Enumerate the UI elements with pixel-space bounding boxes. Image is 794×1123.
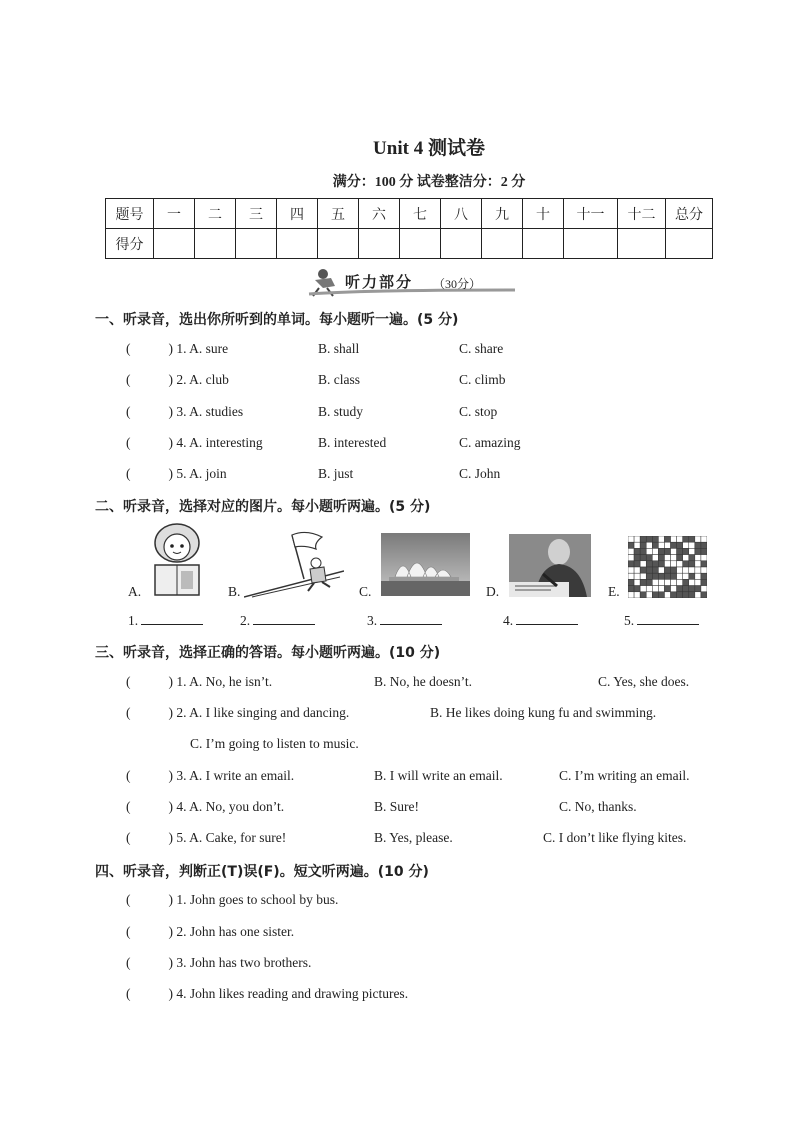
score-cell: 十 xyxy=(523,199,564,229)
score-input-cell[interactable] xyxy=(441,229,482,259)
grid-cell xyxy=(634,586,640,592)
score-table-score-row xyxy=(106,229,713,259)
grid-cell xyxy=(677,536,683,542)
grid-cell xyxy=(646,567,652,573)
grid-cell xyxy=(677,592,683,598)
grid-cell xyxy=(689,586,695,592)
score-input-cell[interactable] xyxy=(666,229,713,259)
grid-cell xyxy=(701,573,707,579)
grid-cell xyxy=(671,555,677,561)
grid-cell xyxy=(689,548,695,554)
section4-heading: 四、听录音，判断正(T)误(F)。短文听两遍。(10 分) xyxy=(95,864,429,880)
section1-item xyxy=(126,466,227,482)
grid-cell xyxy=(634,573,640,579)
score-cell: 题号 xyxy=(106,199,154,229)
grid-cell xyxy=(683,561,689,567)
grid-cell xyxy=(640,567,646,573)
paren-open: ( xyxy=(126,341,131,356)
grid-cell xyxy=(677,579,683,585)
girl-reading-icon xyxy=(143,521,211,599)
listening-section-banner xyxy=(305,264,520,298)
grid-cell xyxy=(689,579,695,585)
grid-cell xyxy=(658,592,664,598)
grid-cell xyxy=(658,586,664,592)
grid-cell xyxy=(664,592,670,598)
grid-cell xyxy=(634,592,640,598)
score-input-cell[interactable] xyxy=(154,229,195,259)
answer-blank-4 xyxy=(503,612,578,629)
grid-cell xyxy=(634,548,640,554)
option-b: B. Sure! xyxy=(374,799,419,814)
banner-label: 听力部分 xyxy=(345,273,414,291)
section3-item xyxy=(126,674,272,690)
grid-cell xyxy=(628,592,634,598)
grid-cell xyxy=(671,536,677,542)
statement: ) 3. John has two brothers. xyxy=(168,955,312,970)
answer-line[interactable] xyxy=(253,612,315,625)
grid-cell xyxy=(671,561,677,567)
section3-item xyxy=(126,799,284,815)
score-cell: 总分 xyxy=(666,199,713,229)
grid-cell xyxy=(683,567,689,573)
grid-cell xyxy=(652,573,658,579)
grid-cell xyxy=(664,561,670,567)
option-b: B. study xyxy=(318,404,364,419)
crossword-grid-icon xyxy=(628,536,707,598)
grid-cell xyxy=(677,573,683,579)
blank-number: 2. xyxy=(240,613,251,628)
section4-item xyxy=(126,924,294,940)
score-cell: 十二 xyxy=(618,199,666,229)
score-input-cell[interactable] xyxy=(618,229,666,259)
grid-cell xyxy=(683,548,689,554)
grid-cell xyxy=(689,592,695,598)
section3-heading: 三、听录音，选择正确的答语。每小题听两遍。(10 分) xyxy=(95,645,441,661)
grid-cell xyxy=(652,555,658,561)
grid-cell xyxy=(634,561,640,567)
section4-item xyxy=(126,955,311,971)
grid-cell xyxy=(646,573,652,579)
score-cell: 一 xyxy=(154,199,195,229)
score-input-cell[interactable] xyxy=(400,229,441,259)
answer-line[interactable] xyxy=(516,612,578,625)
score-input-cell[interactable] xyxy=(236,229,277,259)
grid-cell xyxy=(640,573,646,579)
grid-cell xyxy=(695,567,701,573)
paren-open: ( xyxy=(126,404,131,419)
grid-cell xyxy=(652,586,658,592)
grid-cell xyxy=(646,548,652,554)
grid-cell xyxy=(646,561,652,567)
section3-item xyxy=(126,768,294,784)
grid-cell xyxy=(695,561,701,567)
grid-cell xyxy=(689,542,695,548)
section1-item xyxy=(126,404,243,420)
grid-cell xyxy=(664,573,670,579)
grid-cell xyxy=(646,536,652,542)
option-a: ) 4. A. interesting xyxy=(168,435,263,450)
grid-cell xyxy=(658,542,664,548)
man-writing-photo xyxy=(509,534,591,597)
grid-cell xyxy=(628,561,634,567)
paren-open: ( xyxy=(126,955,131,970)
grid-cell xyxy=(695,586,701,592)
score-cell: 五 xyxy=(318,199,359,229)
grid-cell xyxy=(628,567,634,573)
paren-open: ( xyxy=(126,799,131,814)
statement: ) 1. John goes to school by bus. xyxy=(168,892,339,907)
grid-cell xyxy=(683,536,689,542)
answer-blank-1 xyxy=(128,612,203,629)
grid-cell xyxy=(695,592,701,598)
grid-cell xyxy=(689,567,695,573)
grid-cell xyxy=(652,567,658,573)
picture-label-d: D. xyxy=(486,584,500,599)
grid-cell xyxy=(640,586,646,592)
picture-label-e: E. xyxy=(608,584,620,599)
grid-cell xyxy=(701,536,707,542)
statement: ) 2. John has one sister. xyxy=(168,924,295,939)
option-a: ) 2. A. club xyxy=(168,372,229,387)
section4-item xyxy=(126,892,338,908)
banner-points: （30分） xyxy=(433,277,482,291)
score-cell: 三 xyxy=(236,199,277,229)
grid-cell xyxy=(634,536,640,542)
score-input-cell[interactable] xyxy=(277,229,318,259)
grid-cell xyxy=(652,592,658,598)
grid-cell xyxy=(677,561,683,567)
opera-house-photo xyxy=(381,533,470,596)
grid-cell xyxy=(652,561,658,567)
grid-cell xyxy=(652,548,658,554)
option-b: B. I will write an email. xyxy=(374,768,503,783)
grid-cell xyxy=(634,567,640,573)
option-c: C. stop xyxy=(459,404,498,419)
score-cell: 八 xyxy=(441,199,482,229)
option-c: C. No, thanks. xyxy=(559,799,637,814)
grid-cell xyxy=(634,579,640,585)
grid-cell xyxy=(640,579,646,585)
section1-item xyxy=(126,341,228,357)
grid-cell xyxy=(671,579,677,585)
grid-cell xyxy=(664,579,670,585)
blank-number: 1. xyxy=(128,613,139,628)
grid-cell xyxy=(658,561,664,567)
grid-cell xyxy=(664,536,670,542)
grid-cell xyxy=(695,536,701,542)
score-cell: 十一 xyxy=(564,199,618,229)
paren-open: ( xyxy=(126,768,131,783)
grid-cell xyxy=(646,586,652,592)
score-table-header-row xyxy=(106,199,713,229)
score-info: 满分：100 分 试卷整洁分：2 分 xyxy=(332,175,526,190)
grid-cell xyxy=(683,573,689,579)
option-a: ) 5. A. join xyxy=(168,466,227,481)
section3-item xyxy=(126,830,286,846)
answer-blank-2 xyxy=(240,612,315,629)
grid-cell xyxy=(664,586,670,592)
score-cell: 七 xyxy=(400,199,441,229)
grid-cell xyxy=(671,542,677,548)
grid-cell xyxy=(646,542,652,548)
grid-cell xyxy=(646,579,652,585)
grid-cell xyxy=(677,586,683,592)
option-a: ) 4. A. No, you don’t. xyxy=(168,799,285,814)
option-a: ) 1. A. sure xyxy=(168,341,229,356)
grid-cell xyxy=(689,573,695,579)
picture-label-b: B. xyxy=(228,584,241,599)
paren-open: ( xyxy=(126,705,131,720)
grid-cell xyxy=(628,586,634,592)
option-b: B. No, he doesn’t. xyxy=(374,674,472,689)
option-b: B. class xyxy=(318,372,360,387)
grid-cell xyxy=(628,536,634,542)
grid-cell xyxy=(658,555,664,561)
option-a: ) 3. A. studies xyxy=(168,404,244,419)
paren-open: ( xyxy=(126,466,131,481)
option-c: C. John xyxy=(459,466,501,481)
section3-item xyxy=(126,705,349,721)
blank-number: 4. xyxy=(503,613,514,628)
grid-cell xyxy=(658,573,664,579)
grid-cell xyxy=(683,579,689,585)
grid-cell xyxy=(628,573,634,579)
grid-cell xyxy=(677,567,683,573)
grid-cell xyxy=(640,592,646,598)
grid-cell xyxy=(658,567,664,573)
section1-item xyxy=(126,372,229,388)
grid-cell xyxy=(634,555,640,561)
picture-label-c: C. xyxy=(359,584,372,599)
answer-line[interactable] xyxy=(380,612,442,625)
grid-cell xyxy=(646,592,652,598)
paren-open: ( xyxy=(126,830,131,845)
score-input-cell[interactable] xyxy=(523,229,564,259)
grid-cell xyxy=(640,548,646,554)
blank-number: 5. xyxy=(624,613,635,628)
score-input-cell[interactable] xyxy=(564,229,618,259)
option-b: B. interested xyxy=(318,435,387,450)
score-cell: 六 xyxy=(359,199,400,229)
grid-cell xyxy=(671,592,677,598)
score-table xyxy=(105,198,713,259)
grid-cell xyxy=(640,561,646,567)
grid-cell xyxy=(652,542,658,548)
grid-cell xyxy=(664,542,670,548)
grid-cell xyxy=(701,555,707,561)
grid-cell xyxy=(695,548,701,554)
grid-cell xyxy=(701,548,707,554)
score-input-cell[interactable] xyxy=(195,229,236,259)
grid-cell xyxy=(701,586,707,592)
paren-open: ( xyxy=(126,674,131,689)
option-c: C. I’m going to listen to music. xyxy=(190,736,359,751)
grid-cell xyxy=(664,567,670,573)
section1-item xyxy=(126,435,263,451)
option-a: ) 3. A. I write an email. xyxy=(168,768,295,783)
grid-cell xyxy=(628,555,634,561)
score-row-label: 得分 xyxy=(106,229,154,259)
grid-cell xyxy=(701,579,707,585)
answer-line[interactable] xyxy=(141,612,203,625)
grid-cell xyxy=(689,561,695,567)
grid-cell xyxy=(683,592,689,598)
paren-open: ( xyxy=(126,924,131,939)
grid-cell xyxy=(689,555,695,561)
grid-cell xyxy=(683,586,689,592)
answer-blank-3 xyxy=(367,612,442,629)
paren-open: ( xyxy=(126,986,131,1001)
grid-cell xyxy=(701,592,707,598)
grid-cell xyxy=(640,536,646,542)
grid-cell xyxy=(628,548,634,554)
picture-label-a: A. xyxy=(128,584,142,599)
grid-cell xyxy=(658,548,664,554)
section1-heading: 一、听录音，选出你所听到的单词。每小题听一遍。(5 分) xyxy=(95,312,459,328)
answer-blank-5 xyxy=(624,612,699,629)
grid-cell xyxy=(695,555,701,561)
grid-cell xyxy=(683,555,689,561)
paren-open: ( xyxy=(126,372,131,387)
grid-cell xyxy=(671,548,677,554)
grid-cell xyxy=(701,542,707,548)
statement: ) 4. John likes reading and drawing pictures. xyxy=(168,986,409,1001)
option-c: C. Yes, she does. xyxy=(598,674,690,689)
grid-cell xyxy=(628,579,634,585)
grid-cell xyxy=(683,542,689,548)
grid-cell xyxy=(652,579,658,585)
grid-cell xyxy=(646,555,652,561)
grid-cell xyxy=(628,542,634,548)
grid-cell xyxy=(695,579,701,585)
grid-cell xyxy=(671,586,677,592)
grid-cell xyxy=(677,542,683,548)
grid-cell xyxy=(695,542,701,548)
grid-cell xyxy=(671,573,677,579)
grid-cell xyxy=(658,579,664,585)
score-cell: 二 xyxy=(195,199,236,229)
grid-cell xyxy=(640,542,646,548)
option-c: C. I don’t like flying kites. xyxy=(543,830,687,845)
section2-heading: 二、听录音，选择对应的图片。每小题听两遍。(5 分) xyxy=(95,499,431,515)
grid-cell xyxy=(695,573,701,579)
option-a: ) 1. A. No, he isn’t. xyxy=(168,674,273,689)
score-cell: 四 xyxy=(277,199,318,229)
option-a: ) 2. A. I like singing and dancing. xyxy=(168,705,350,720)
grid-cell xyxy=(671,567,677,573)
paren-open: ( xyxy=(126,435,131,450)
grid-cell xyxy=(634,542,640,548)
answer-line[interactable] xyxy=(637,612,699,625)
climber-flag-icon xyxy=(244,527,344,599)
score-input-cell[interactable] xyxy=(359,229,400,259)
grid-cell xyxy=(689,536,695,542)
score-input-cell[interactable] xyxy=(482,229,523,259)
option-b: B. He likes doing kung fu and swimming. xyxy=(430,705,657,720)
option-b: B. just xyxy=(318,466,354,481)
option-c: C. I’m writing an email. xyxy=(559,768,690,783)
grid-cell xyxy=(701,567,707,573)
score-cell: 九 xyxy=(482,199,523,229)
grid-cell xyxy=(640,555,646,561)
grid-cell xyxy=(677,555,683,561)
option-b: B. Yes, please. xyxy=(374,830,453,845)
grid-cell xyxy=(652,536,658,542)
page-title: Unit 4 测试卷 xyxy=(373,138,485,159)
grid-cell xyxy=(701,561,707,567)
option-c: C. amazing xyxy=(459,435,521,450)
option-c: C. climb xyxy=(459,372,506,387)
score-input-cell[interactable] xyxy=(318,229,359,259)
paren-open: ( xyxy=(126,892,131,907)
option-a: ) 5. A. Cake, for sure! xyxy=(168,830,287,845)
grid-cell xyxy=(658,536,664,542)
option-b: B. shall xyxy=(318,341,360,356)
section4-item xyxy=(126,986,408,1002)
grid-cell xyxy=(677,548,683,554)
grid-cell xyxy=(664,555,670,561)
option-c: C. share xyxy=(459,341,504,356)
grid-cell xyxy=(664,548,670,554)
blank-number: 3. xyxy=(367,613,378,628)
